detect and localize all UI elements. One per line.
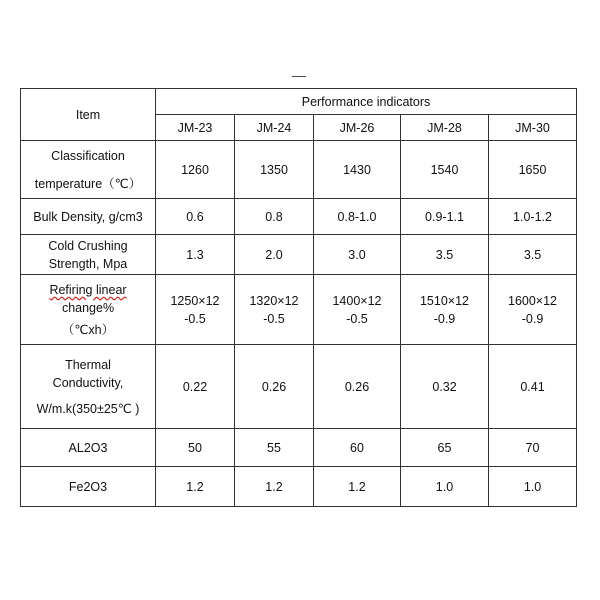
- table-cell: 0.8-1.0: [314, 199, 401, 235]
- table-cell: 3.0: [314, 235, 401, 275]
- row-label-line: Classification: [51, 148, 125, 163]
- table-cell: 1.0: [401, 467, 489, 507]
- table-cell: [235, 275, 314, 345]
- row-label: [21, 345, 156, 429]
- table-cell: 1.0: [489, 467, 577, 507]
- table-cell: [401, 275, 489, 345]
- table-row: [21, 235, 577, 275]
- row-label-line: change%: [61, 300, 115, 315]
- cell-line: 1400×12: [332, 293, 382, 308]
- table-cell: 0.8: [235, 199, 314, 235]
- model-header: JM-24: [235, 115, 314, 141]
- table-cell: 3.5: [401, 235, 489, 275]
- row-label-line: Strength, Mpa: [48, 256, 128, 271]
- table-row: [21, 429, 577, 467]
- row-label-line: Cold Crushing: [48, 238, 128, 253]
- row-label-line: temperature（℃）: [34, 176, 142, 191]
- table-cell: 0.9-1.1: [401, 199, 489, 235]
- table-cell: 1260: [156, 141, 235, 199]
- table-cell: 1.2: [314, 467, 401, 507]
- table-cell: 0.26: [235, 345, 314, 429]
- model-header: JM-23: [156, 115, 235, 141]
- table-cell: 0.6: [156, 199, 235, 235]
- cell-line: 1250×12: [170, 293, 220, 308]
- table-cell: 3.5: [489, 235, 577, 275]
- table-cell: 70: [489, 429, 577, 467]
- cell-line: -0.5: [184, 311, 206, 326]
- row-label: AL2O3: [21, 429, 156, 467]
- cell-line: 1600×12: [508, 293, 558, 308]
- cell-line: -0.9: [433, 311, 456, 326]
- table-cell: 1.2: [235, 467, 314, 507]
- table-row: [21, 275, 577, 345]
- table-row: [21, 199, 577, 235]
- cell-line: -0.5: [263, 311, 285, 326]
- table-row: [21, 467, 577, 507]
- row-label: Bulk Density, g/cm3: [21, 199, 156, 235]
- table-cell: 1430: [314, 141, 401, 199]
- table-cell: [314, 275, 401, 345]
- row-label: [21, 141, 156, 199]
- row-label: Fe2O3: [21, 467, 156, 507]
- header-row-group: [21, 89, 577, 115]
- performance-indicators-header: Performance indicators: [156, 89, 577, 115]
- row-label-line: W/m.k(350±25℃ ): [36, 401, 140, 416]
- row-label-line: Conductivity,: [52, 375, 124, 390]
- row-label: [21, 235, 156, 275]
- table-cell: 1.2: [156, 467, 235, 507]
- table-row: [21, 141, 577, 199]
- cell-line: -0.9: [521, 311, 544, 326]
- model-header: JM-28: [401, 115, 489, 141]
- table-cell: 1350: [235, 141, 314, 199]
- model-header: JM-30: [489, 115, 577, 141]
- table-cell: 1650: [489, 141, 577, 199]
- table-cell: [156, 275, 235, 345]
- table-cell: 0.41: [489, 345, 577, 429]
- table-cell: 0.26: [314, 345, 401, 429]
- table-cell: 1540: [401, 141, 489, 199]
- item-header: Item: [21, 89, 156, 141]
- table-cell: [489, 275, 577, 345]
- table-row: [21, 345, 577, 429]
- top-rule-mark: [292, 76, 306, 77]
- table-cell: 0.22: [156, 345, 235, 429]
- cell-line: 1320×12: [249, 293, 299, 308]
- cell-line: -0.5: [346, 311, 368, 326]
- table-cell: 55: [235, 429, 314, 467]
- table-cell: 65: [401, 429, 489, 467]
- table-cell: 1.0-1.2: [489, 199, 577, 235]
- cell-line: 1510×12: [419, 293, 469, 308]
- table-cell: 60: [314, 429, 401, 467]
- table-cell: 1.3: [156, 235, 235, 275]
- row-label-line: Thermal: [65, 357, 111, 372]
- row-label: [21, 275, 156, 345]
- row-label-line: Refiring linear: [49, 282, 127, 297]
- table-cell: 0.32: [401, 345, 489, 429]
- table-cell: 2.0: [235, 235, 314, 275]
- table-cell: 50: [156, 429, 235, 467]
- performance-table: [20, 88, 577, 507]
- model-header: JM-26: [314, 115, 401, 141]
- row-label-line: （℃xh）: [61, 322, 115, 337]
